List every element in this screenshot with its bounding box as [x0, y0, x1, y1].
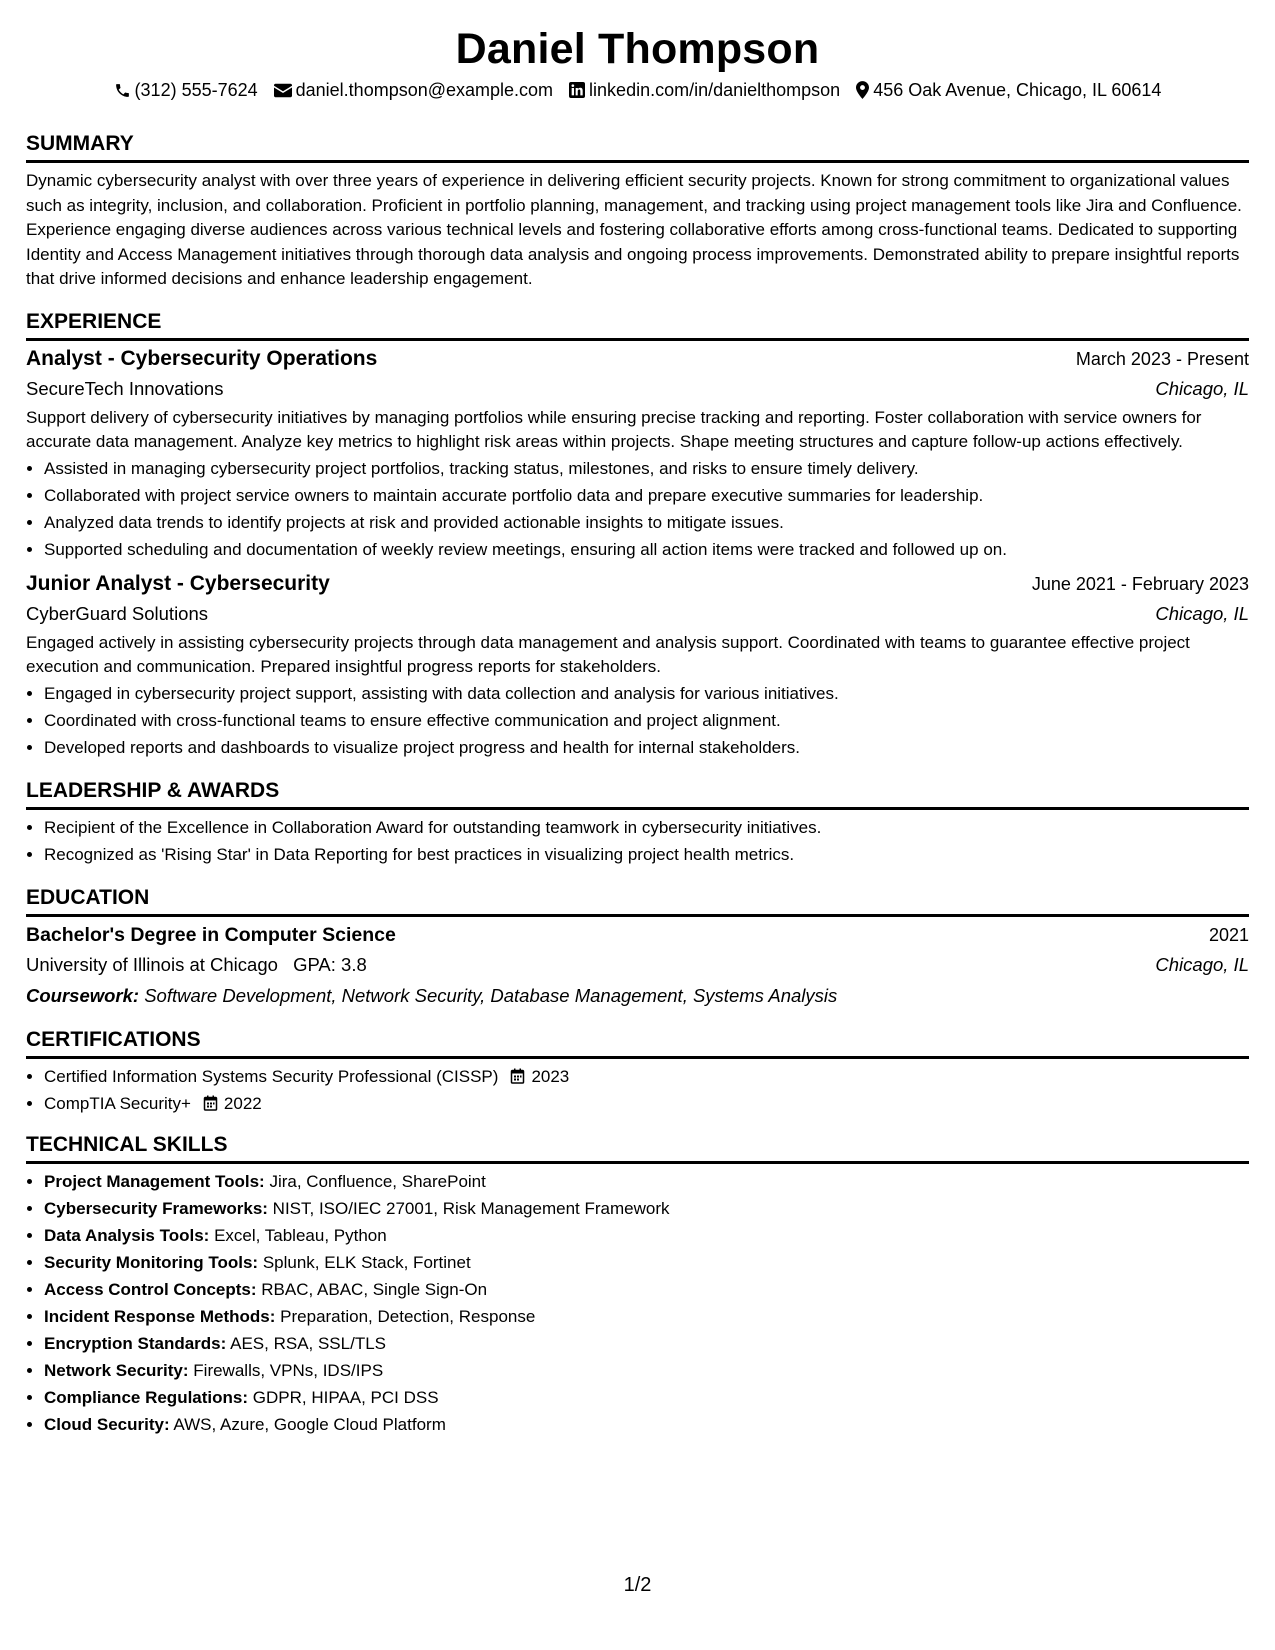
skill-label: Incident Response Methods:: [44, 1306, 276, 1326]
coursework-label: Coursework:: [26, 984, 140, 1006]
job-dates: June 2021 - February 2023: [1031, 573, 1249, 594]
map-pin-icon: [856, 81, 869, 99]
list-item: • Engaged in cybersecurity project support, assisting with data collection and analysis for various initiatives.: [44, 680, 1249, 707]
page-number: 1/2: [623, 1574, 652, 1596]
section-title-education: EDUCATION: [26, 884, 1249, 917]
graduation-year: 2021: [1208, 924, 1249, 945]
linkedin-icon: [569, 82, 585, 98]
school-location: Chicago, IL: [1155, 953, 1249, 975]
section-title-skills: TECHNICAL SKILLS: [26, 1131, 1249, 1164]
phone-text: (312) 555-7624: [134, 80, 258, 100]
skill-label: Project Management Tools:: [44, 1171, 265, 1191]
experience-section: [26, 308, 1249, 761]
envelope-icon: [274, 83, 292, 98]
skill-value: GDPR, HIPAA, PCI DSS: [252, 1387, 439, 1407]
list-item: [44, 1195, 1249, 1222]
section-title-summary: SUMMARY: [26, 130, 1249, 163]
list-item: • Recipient of the Excellence in Collaboration Award for outstanding teamwork in cybersecurity initiatives.: [44, 814, 1249, 841]
skill-label: Network Security:: [44, 1360, 189, 1380]
coursework: [26, 980, 1249, 1012]
section-title-experience: EXPERIENCE: [26, 308, 1249, 341]
gpa: GPA: 3.8: [293, 953, 367, 975]
job-bullets: [26, 455, 1249, 563]
section-title-certifications: CERTIFICATIONS: [26, 1026, 1249, 1059]
job-entry: [26, 569, 1249, 761]
list-item: • Recognized as 'Rising Star' in Data Reporting for best practices in visualizing project health metrics.: [44, 841, 1249, 868]
job-title: Analyst - Cybersecurity Operations: [26, 346, 378, 370]
skill-value: Jira, Confluence, SharePoint: [269, 1171, 486, 1191]
list-item: [44, 1249, 1249, 1276]
job-company: CyberGuard Solutions: [26, 602, 209, 624]
phone-icon: [114, 82, 131, 99]
job-dates: March 2023 - Present: [1075, 348, 1249, 369]
job-location: Chicago, IL: [1155, 602, 1249, 624]
skill-value: Excel, Tableau, Python: [214, 1225, 387, 1245]
list-item: • Collaborated with project service owners to maintain accurate portfolio data and prepare executive summaries for leadership.: [44, 482, 1249, 509]
leadership-section: [26, 777, 1249, 868]
list-item: • Supported scheduling and documentation of weekly review meetings, ensuring all action items were tracked and followed up on.: [44, 536, 1249, 563]
list-item: [44, 1276, 1249, 1303]
list-item: [44, 1168, 1249, 1195]
skill-value: Firewalls, VPNs, IDS/IPS: [193, 1360, 384, 1380]
skill-label: Security Monitoring Tools:: [44, 1252, 259, 1272]
list-item: [44, 1330, 1249, 1357]
degree-title: Bachelor's Degree in Computer Science: [26, 923, 396, 946]
skill-label: Cybersecurity Frameworks:: [44, 1198, 268, 1218]
job-title: Junior Analyst - Cybersecurity: [26, 571, 330, 595]
list-item: [44, 1090, 1249, 1117]
certifications-list: [26, 1063, 1249, 1117]
job-description: Engaged actively in assisting cybersecurity projects through data management and analysis support. Coordinated with teams to guarantee effective project execution and communication. Prepared insightful progress reports for stakeholders.: [26, 632, 1190, 676]
skill-label: Access Control Concepts:: [44, 1279, 257, 1299]
skill-value: AWS, Azure, Google Cloud Platform: [173, 1414, 446, 1434]
list-item: [44, 1222, 1249, 1249]
email-text: daniel.thompson@example.com: [295, 80, 554, 100]
list-item: [44, 1411, 1249, 1438]
awards-list: [26, 814, 1249, 868]
job-entry: [26, 344, 1249, 563]
list-item: • Analyzed data trends to identify projects at risk and provided actionable insights to mitigate issues.: [44, 509, 1249, 536]
skill-label: Cloud Security:: [44, 1414, 170, 1434]
job-bullets: [26, 680, 1249, 761]
list-item: [44, 1357, 1249, 1384]
cert-year: 2023: [531, 1066, 570, 1086]
list-item: [44, 1063, 1249, 1090]
contact-address: [856, 78, 1161, 102]
calendar-icon: [203, 1095, 218, 1111]
skill-value: Preparation, Detection, Response: [280, 1306, 536, 1326]
section-title-leadership: LEADERSHIP & AWARDS: [26, 777, 1249, 810]
education-section: [26, 884, 1249, 1012]
school-name: University of Illinois at Chicago: [26, 953, 278, 975]
skill-label: Data Analysis Tools:: [44, 1225, 210, 1245]
skills-section: [26, 1131, 1249, 1438]
cert-year: 2022: [223, 1093, 262, 1113]
cert-name: • CompTIA Security+: [44, 1093, 191, 1113]
list-item: • Assisted in managing cybersecurity project portfolios, tracking status, milestones, and risks to ensure timely delivery.: [44, 455, 1249, 482]
list-item: [44, 1303, 1249, 1330]
list-item: • Developed reports and dashboards to visualize project progress and health for internal stakeholders.: [44, 734, 1249, 761]
job-company: SecureTech Innovations: [26, 377, 224, 399]
address-text: 456 Oak Avenue, Chicago, IL 60614: [873, 80, 1162, 100]
coursework-list: Software Development, Network Security, Database Management, Systems Analysis: [144, 984, 838, 1006]
skill-value: NIST, ISO/IEC 27001, Risk Management Framework: [272, 1198, 670, 1218]
summary-text: Dynamic cybersecurity analyst with over three years of experience in delivering efficient security projects. Known for strong commitment to organizational values such as integrity, inclusion, and collaboration. Proficient in portfolio planning, management, and tracking using project management tools like Jira and Confluence. Experience engaging diverse audiences across various technical levels and fostering collaborative efforts among cross-functional teams. Dedicated to supporting Identity and Access Management initiatives through thorough data analysis and ongoing process improvements. Demonstrated ability to prepare insightful reports that drive informed decisions and enhance leadership engagement.: [26, 171, 1242, 288]
contact-email[interactable]: [274, 78, 553, 102]
contact-phone[interactable]: [114, 78, 258, 102]
skill-value: Splunk, ELK Stack, Fortinet: [262, 1252, 471, 1272]
list-item: [44, 1384, 1249, 1411]
calendar-icon: [510, 1068, 525, 1084]
linkedin-text: linkedin.com/in/danielthompson: [589, 80, 841, 100]
skills-list: [26, 1168, 1249, 1438]
summary-section: [26, 130, 1249, 292]
skill-value: AES, RSA, SSL/TLS: [230, 1333, 387, 1353]
list-item: • Coordinated with cross-functional teams to ensure effective communication and project alignment.: [44, 707, 1249, 734]
candidate-name: Daniel Thompson: [455, 25, 820, 73]
job-description: Support delivery of cybersecurity initiatives by managing portfolios while ensuring precise tracking and reporting. Foster collaboration with service owners for accurate data management. Analyze key metrics to highlight risk areas within projects. Shape meeting structures and capture follow-up actions effectively.: [26, 407, 1202, 451]
job-location: Chicago, IL: [1155, 377, 1249, 399]
skill-label: Encryption Standards:: [44, 1333, 227, 1353]
certifications-section: [26, 1026, 1249, 1117]
contact-linkedin[interactable]: [569, 78, 840, 102]
skill-label: Compliance Regulations:: [44, 1387, 249, 1407]
skill-value: RBAC, ABAC, Single Sign-On: [261, 1279, 488, 1299]
contact-bar: [26, 78, 1249, 102]
cert-name: • Certified Information Systems Security Professional (CISSP): [44, 1066, 499, 1086]
